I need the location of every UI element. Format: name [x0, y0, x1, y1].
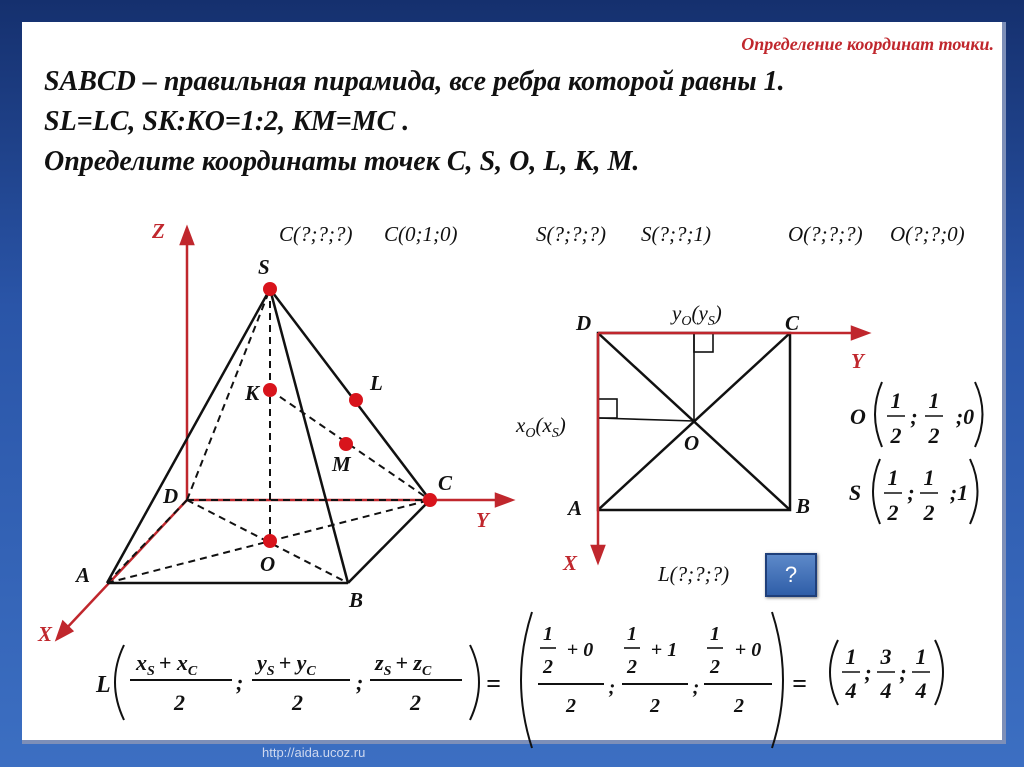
r-semicolon-2: ;	[899, 660, 907, 685]
problem-line-3: Определите координаты точек С, S, O, L, К, M.	[44, 146, 640, 177]
coord-c-unknown: C(?;?;?)	[279, 222, 353, 246]
label-s: S	[258, 255, 270, 279]
coord-s-unknown: S(?;?;?)	[536, 222, 606, 246]
g-semicolon-2: ;	[692, 677, 700, 699]
label-m: M	[332, 452, 351, 476]
f-semicolon-2: ;	[356, 670, 364, 695]
coord-o-unknown: O(?;?;?)	[788, 222, 863, 246]
label-axis-x: X	[38, 622, 53, 646]
f2-den: 2	[292, 690, 303, 715]
sq-label-d: D	[576, 311, 592, 335]
f1-num: $x_S + x_C$	[136, 650, 198, 679]
slide-title: Определение координат точки.	[741, 34, 994, 54]
sq-label-axis-y: Y	[851, 349, 864, 373]
result-s-n2: 1	[923, 465, 935, 490]
equals-2: =	[792, 669, 807, 698]
r3-n: 1	[915, 644, 927, 669]
sq-label-b: B	[796, 494, 811, 518]
result-o-d1: 2	[890, 423, 902, 448]
g2-plus: + 1	[650, 639, 678, 661]
sq-label-axis-x: X	[563, 551, 578, 575]
g3-den: 2	[734, 695, 744, 717]
label-k: К	[245, 381, 260, 405]
label-axis-y: Y	[476, 508, 489, 532]
g2-d: 2	[627, 656, 637, 678]
sq-label-c: C	[785, 311, 800, 335]
sq-label-o: O	[684, 431, 700, 455]
result-o-d2: 2	[928, 423, 940, 448]
result-o-name: O	[850, 404, 866, 429]
g3-n: 1	[710, 623, 720, 645]
result-o-n2: 1	[928, 388, 940, 413]
g2-den: 2	[650, 695, 660, 717]
r2-d: 4	[880, 678, 892, 703]
footer-url: http://aida.ucoz.ru	[262, 745, 366, 760]
g1-plus: + 0	[566, 639, 594, 661]
label-l: L	[370, 371, 383, 395]
result-s-name: S	[848, 480, 862, 505]
f1-den: 2	[174, 690, 185, 715]
g1-d: 2	[543, 656, 553, 678]
g1-den: 2	[566, 695, 576, 717]
coord-c-known: C(0;1;0)	[384, 222, 458, 246]
l-question: L(?;?;?)	[658, 562, 730, 586]
problem-line-2: SL=LC, SK:KO=1:2, KM=MC .	[44, 106, 410, 137]
problem-line-1: SABCD – правильная пирамида, все ребра которой равны 1.	[44, 66, 785, 97]
sq-label-a: A	[568, 496, 583, 520]
f-semicolon-1: ;	[236, 670, 244, 695]
result-o-sep: ;	[910, 404, 918, 429]
label-axis-z: Z	[152, 219, 165, 243]
f3-den: 2	[410, 690, 421, 715]
label-c: C	[438, 471, 453, 495]
g-semicolon-1: ;	[608, 677, 616, 699]
g2-n: 1	[627, 623, 637, 645]
result-s-d1: 2	[887, 500, 899, 525]
label-o: O	[260, 552, 276, 576]
r-semicolon-1: ;	[864, 660, 872, 685]
hint-button[interactable]: ?	[765, 553, 817, 597]
coord-s-known: S(?;?;1)	[641, 222, 711, 246]
coord-o-known: O(?;?;0)	[890, 222, 965, 246]
r2-n: 3	[880, 644, 892, 669]
g3-plus: + 0	[734, 639, 762, 661]
r1-n: 1	[845, 644, 857, 669]
result-o-tail: ;0	[955, 404, 975, 429]
g3-d: 2	[710, 656, 720, 678]
f2-num: $y_S + y_C$	[257, 650, 316, 679]
label-yo-ys: $y_O(y_S)$	[672, 301, 722, 329]
result-s-sep: ;	[907, 480, 915, 505]
f3-num: $z_S + z_C$	[375, 650, 432, 679]
label-a: A	[76, 563, 91, 587]
result-s-d2: 2	[923, 500, 935, 525]
result-s-n1: 1	[887, 465, 899, 490]
r1-d: 4	[845, 678, 857, 703]
label-xo-xs: $x_O(x_S)$	[516, 413, 566, 441]
result-o-n1: 1	[890, 388, 902, 413]
g1-n: 1	[543, 623, 553, 645]
equals-1: =	[486, 669, 501, 698]
result-s-tail: ;1	[949, 480, 969, 505]
label-d: D	[163, 484, 179, 508]
r3-d: 4	[915, 678, 927, 703]
formula-name: L	[96, 672, 111, 698]
label-b: B	[349, 588, 364, 612]
